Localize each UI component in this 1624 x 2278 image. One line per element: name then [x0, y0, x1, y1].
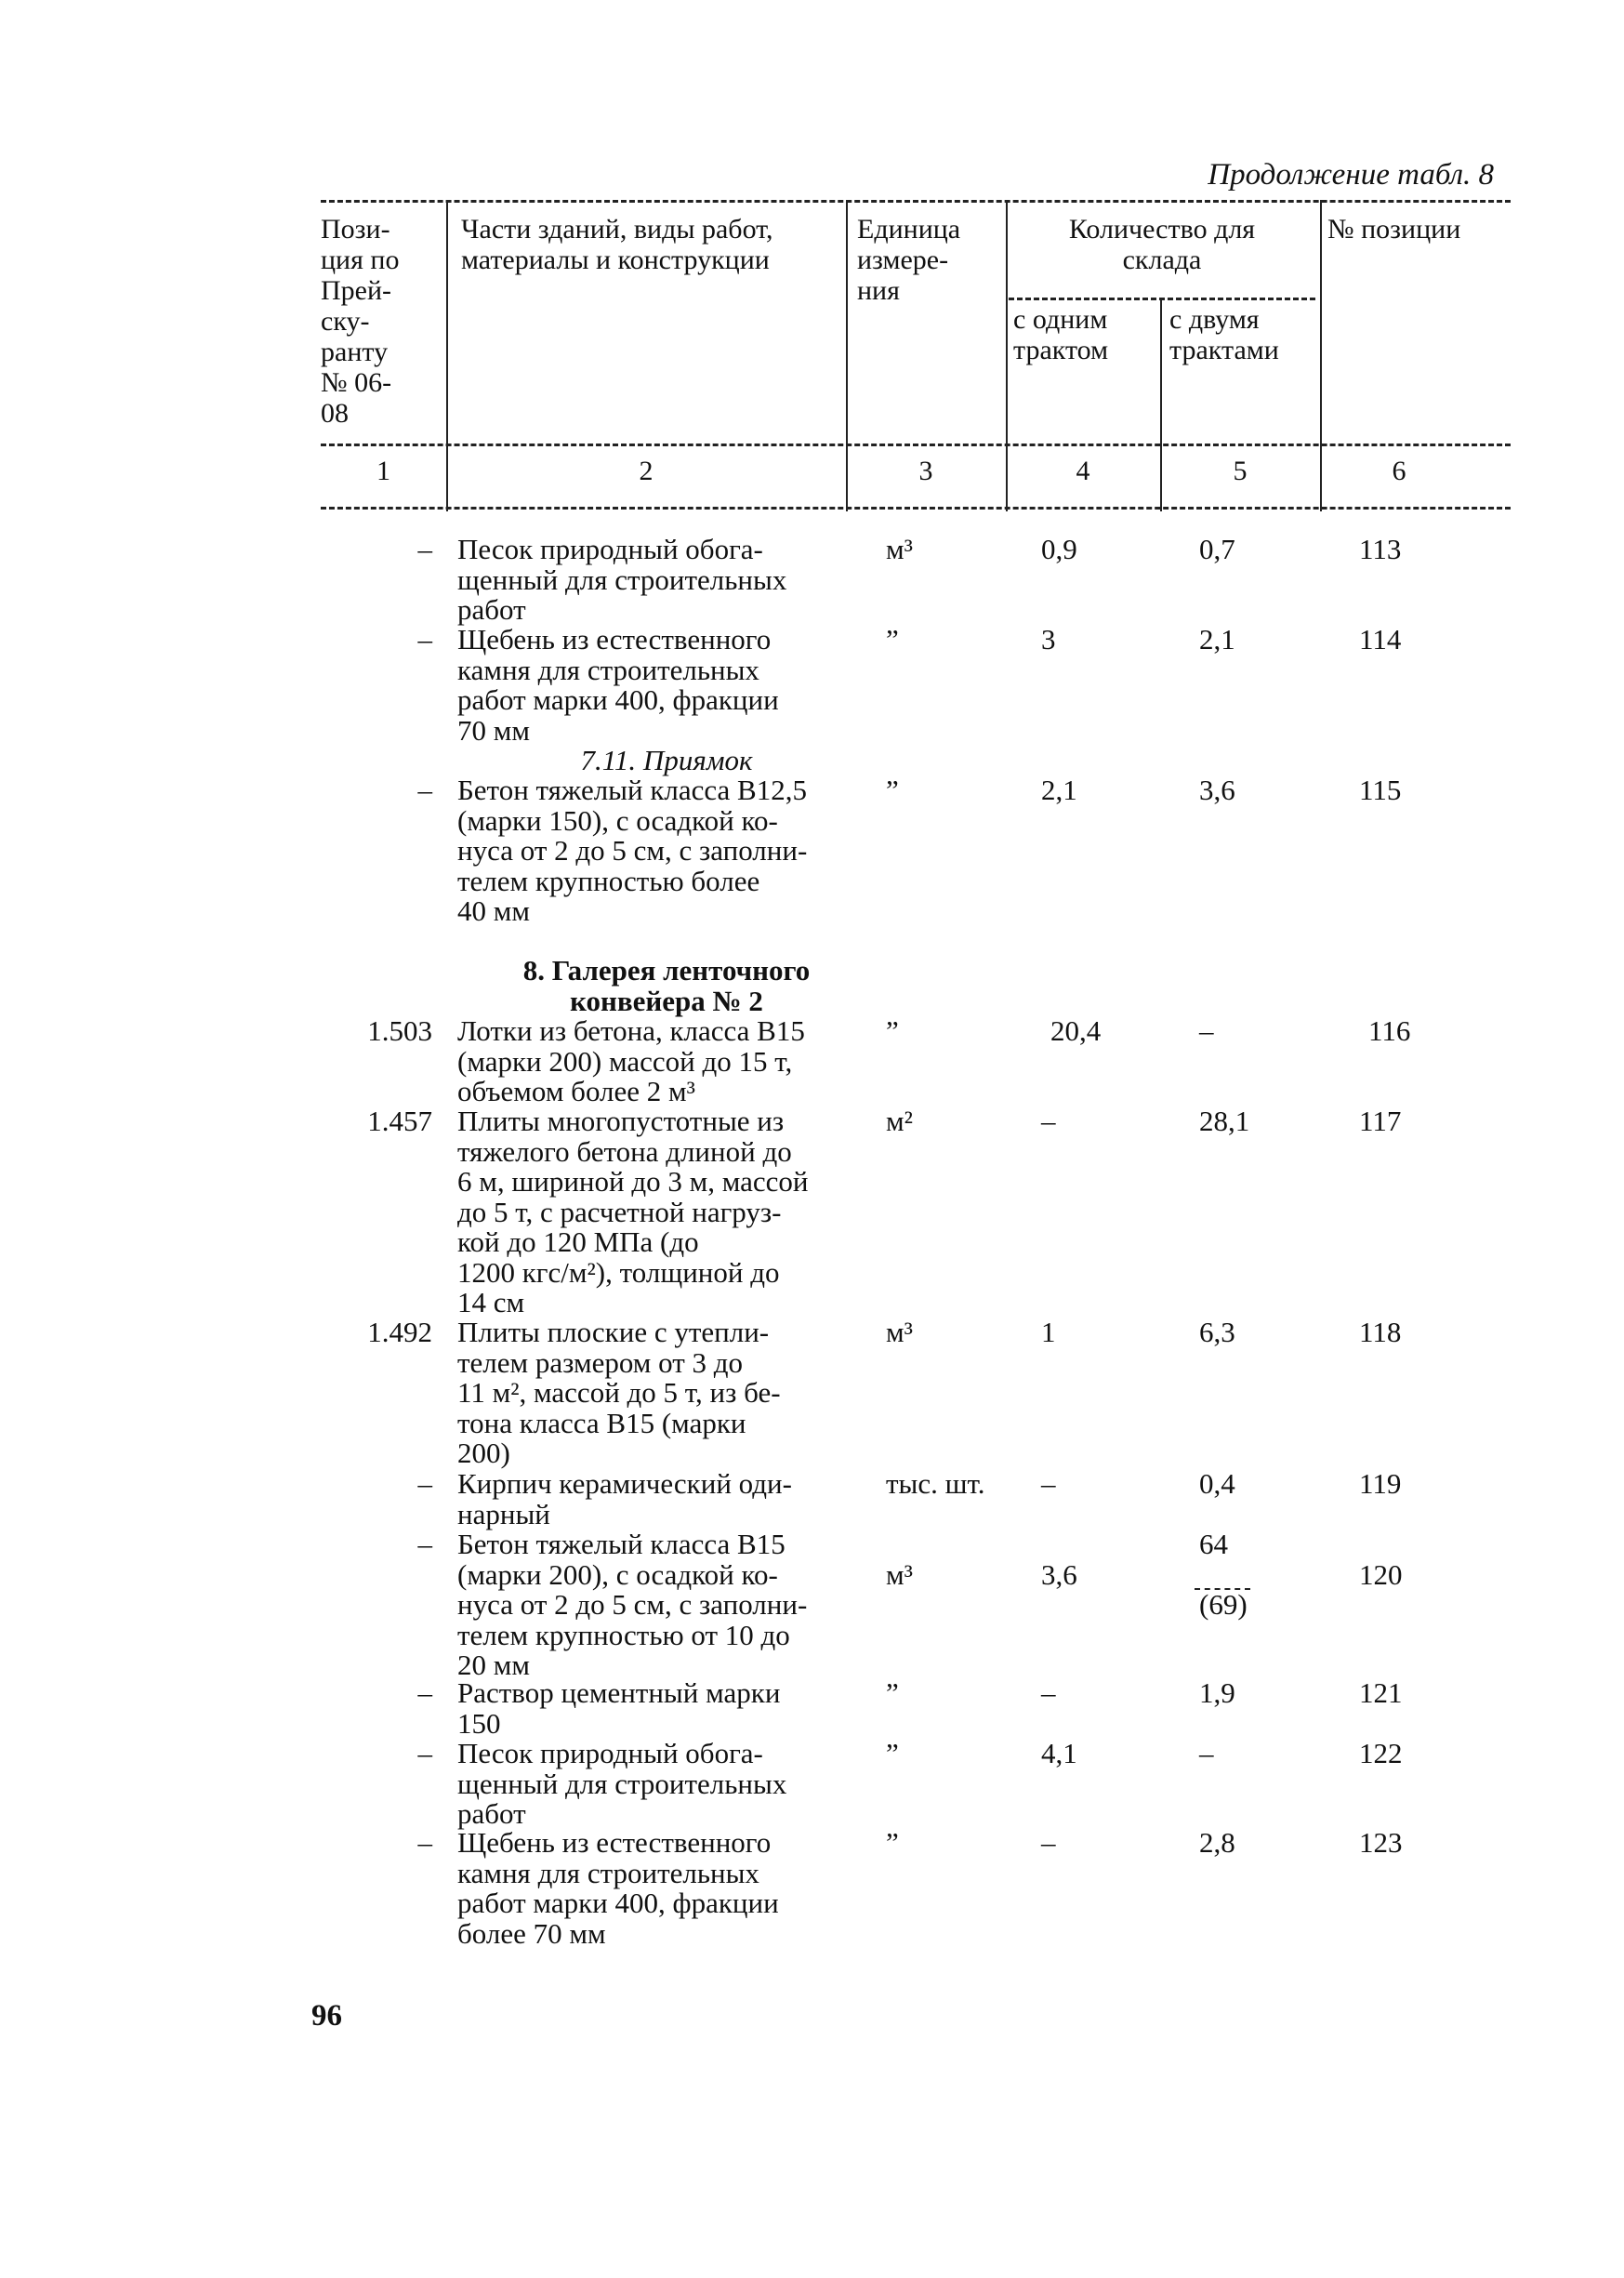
row-qty-two: 2,8	[1199, 1826, 1235, 1859]
row-number: 121	[1359, 1676, 1403, 1709]
header-position-number: № позиции	[1327, 214, 1461, 245]
row-qty-one: 0,9	[1041, 533, 1077, 565]
header-two-tracts: с двумя трактами	[1169, 304, 1279, 365]
row-number: 119	[1359, 1467, 1402, 1500]
row-number: 120	[1359, 1558, 1403, 1591]
header-quantity: Количество для склада	[1068, 214, 1256, 275]
row-number: 116	[1368, 1014, 1411, 1047]
row-number: 122	[1359, 1737, 1403, 1769]
row-description: Щебень из естественного камня для строительных работ марки 400, фракции 70 мм	[457, 623, 779, 747]
row-unit: ”	[886, 1737, 899, 1769]
col-number: 1	[376, 456, 390, 486]
row-unit: ”	[886, 1014, 899, 1047]
row-position: –	[417, 623, 432, 656]
col-number: 6	[1392, 456, 1406, 486]
row-position: –	[417, 533, 432, 565]
row-qty-two: 3,6	[1199, 774, 1235, 806]
row-position: –	[417, 1676, 432, 1709]
row-qty-one: –	[1041, 1105, 1056, 1137]
row-qty-two: –	[1199, 1737, 1214, 1769]
table-caption: Продолжение табл. 8	[1208, 158, 1494, 192]
row-number: 123	[1359, 1826, 1403, 1859]
row-unit: тыс. шт.	[886, 1467, 985, 1500]
row-qty-two: 2,1	[1199, 623, 1235, 656]
row-number: 118	[1359, 1316, 1402, 1348]
row-description: Бетон тяжелый класса В12,5 (марки 150), с осадкой ко- нуса от 2 до 5 см, с заполни- телем крупностью более 40 мм	[457, 774, 808, 927]
row-qty-two-bottom: (69)	[1199, 1588, 1248, 1621]
row-qty-one: –	[1041, 1826, 1056, 1859]
row-position: 1.503	[367, 1014, 432, 1047]
row-description: Плиты многопустотные из тяжелого бетона длиной до 6 м, шириной до 3 м, массой до 5 т, с расчетной нагруз- кой до 120 МПа (до 1200 кгс/м²), толщиной до 14 см	[457, 1105, 809, 1318]
row-position: 1.457	[367, 1105, 432, 1137]
row-description: Песок природный обога- щенный для строительных работ	[457, 533, 787, 626]
row-number: 115	[1359, 774, 1402, 806]
row-unit: м³	[886, 1316, 913, 1348]
row-qty-two: 28,1	[1199, 1105, 1250, 1137]
row-qty-one: 20,4	[1050, 1014, 1102, 1047]
header-one-tract: с одним трактом	[1013, 304, 1109, 365]
row-description: Бетон тяжелый класса В15 (марки 200), с осадкой ко- нуса от 2 до 5 см, с заполни- телем крупностью от 10 до 20 мм	[457, 1528, 808, 1681]
row-qty-two: 6,3	[1199, 1316, 1235, 1348]
row-unit: ”	[886, 774, 899, 806]
table-top-rule	[321, 200, 1511, 203]
header-position: Пози- ция по Прей- ску- ранту № 06- 08	[321, 214, 400, 429]
row-description: Кирпич керамический оди- нарный	[457, 1467, 792, 1530]
row-qty-one: 4,1	[1041, 1737, 1077, 1769]
header-bottom-rule	[321, 444, 1511, 446]
row-unit: ”	[886, 623, 899, 656]
row-unit: ”	[886, 1826, 899, 1859]
row-number: 113	[1359, 533, 1402, 565]
row-unit: ”	[886, 1676, 899, 1709]
row-qty-one: –	[1041, 1676, 1056, 1709]
row-qty-one: 2,1	[1041, 774, 1077, 806]
header-mid-rule	[1009, 298, 1315, 300]
row-qty-two: –	[1199, 1014, 1214, 1047]
row-position: 1.492	[367, 1316, 432, 1348]
section-heading-gallery: 8. Галерея ленточного конвейера № 2	[522, 954, 811, 1017]
row-qty-two: 0,7	[1199, 533, 1235, 565]
row-qty-one: 3	[1041, 623, 1056, 656]
row-unit: м³	[886, 1558, 913, 1591]
row-position: –	[417, 1467, 432, 1500]
row-qty-two-top: 64	[1199, 1528, 1228, 1560]
row-qty-one: –	[1041, 1467, 1056, 1500]
col-number: 2	[639, 456, 654, 486]
section-heading-pit: 7.11. Приямок	[580, 744, 753, 776]
colnum-bottom-rule	[321, 507, 1511, 510]
row-description: Щебень из естественного камня для строительных работ марки 400, фракции более 70 мм	[457, 1826, 779, 1950]
row-description: Раствор цементный марки 150	[457, 1676, 781, 1740]
row-unit: м³	[886, 533, 913, 565]
row-number: 117	[1359, 1105, 1402, 1137]
header-unit: Единица измере- ния	[857, 214, 961, 306]
header-parts: Части зданий, виды работ, материалы и конструкции	[461, 214, 773, 275]
row-description: Песок природный обога- щенный для строительных работ	[457, 1737, 787, 1830]
row-number: 114	[1359, 623, 1402, 656]
col-number: 3	[918, 456, 933, 486]
row-position: –	[417, 1826, 432, 1859]
row-qty-two: 0,4	[1199, 1467, 1235, 1500]
row-position: –	[417, 1528, 432, 1560]
row-qty-one: 3,6	[1041, 1558, 1077, 1591]
row-qty-one: 1	[1041, 1316, 1056, 1348]
row-position: –	[417, 1737, 432, 1769]
col-number: 5	[1233, 456, 1248, 486]
row-qty-two: 1,9	[1199, 1676, 1235, 1709]
page-number: 96	[311, 1999, 342, 2033]
row-position: –	[417, 774, 432, 806]
row-description: Плиты плоские с утепли- телем размером от 3 до 11 м², массой до 5 т, из бе- тона класса В15 (марки 200)	[457, 1316, 781, 1469]
col-number: 4	[1076, 456, 1090, 486]
row-unit: м²	[886, 1105, 913, 1137]
row-description: Лотки из бетона, класса В15 (марки 200) массой до 15 т, объемом более 2 м³	[457, 1014, 805, 1107]
